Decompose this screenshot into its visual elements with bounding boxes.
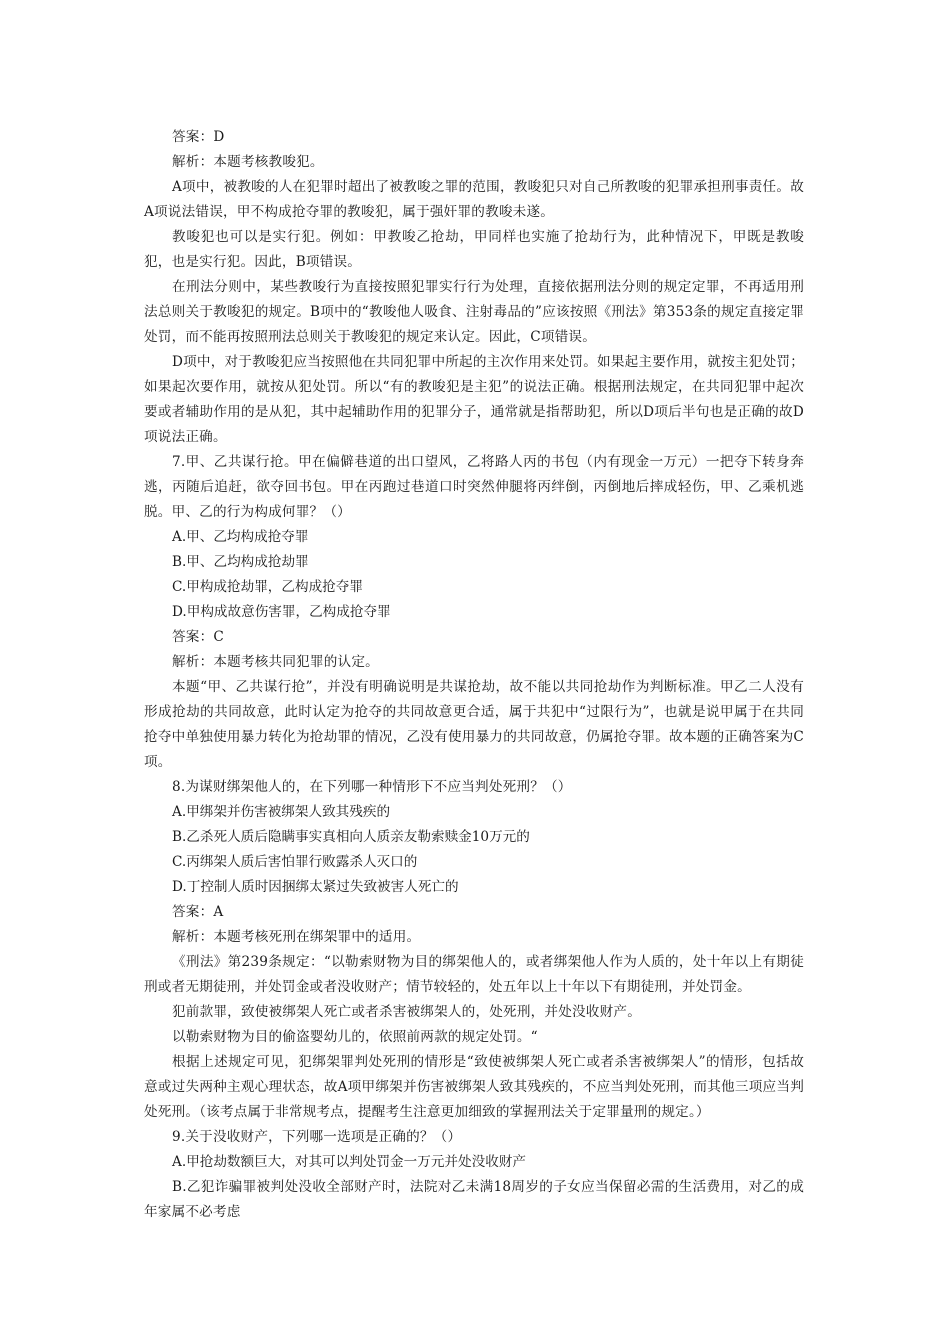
- answer-8: 答案：A: [172, 904, 224, 920]
- question-8-option-b: B.乙杀死人质后隐瞒事实真相向人质亲友勒索赎金10万元的: [172, 829, 530, 845]
- question-8: 8.为谋财绑架他人的，在下列哪一种情形下不应当判处死刑？（）: [172, 779, 572, 795]
- document-page: [144, 125, 804, 1225]
- question-9-option-a: A.甲抢劫数额巨大，对其可以判处罚金一万元并处没收财产: [172, 1154, 526, 1170]
- question-8-option-d: D.丁控制人质时因捆绑太紧过失致被害人死亡的: [172, 879, 459, 895]
- analysis-8-law-2: 犯前款罪，致使被绑架人死亡或者杀害被绑架人的，处死刑，并处没收财产。: [172, 1004, 641, 1020]
- analysis-6-c: 在刑法分则中，某些教唆行为直接按照犯罪实行行为处理，直接依据刑法分则的规定定罪，不再适用刑法总则关于教唆犯的规定。B项中的“教唆他人吸食、注射毒品的”应该按照《刑法》第353条的规定直接定罪处罚，而不能再按照刑法总则关于教唆犯的规定来认定。因此，C项错误。: [144, 279, 804, 345]
- analysis-6-a: A项中，被教唆的人在犯罪时超出了被教唆之罪的范围，教唆犯只对自己所教唆的犯罪承担刑事责任。故A项说法错误，甲不构成抢夺罪的教唆犯，属于强奸罪的教唆未遂。: [144, 179, 804, 220]
- analysis-8-conclusion: 根据上述规定可见，犯绑架罪判处死刑的情形是“致使被绑架人死亡或者杀害被绑架人”的情形，包括故意或过失两种主观心理状态，故A项甲绑架并伤害被绑架人致其残疾的，不应当判处死刑，而其他三项应当判处死刑。（该考点属于非常规考点，提醒考生注意更加细致的掌握刑法关于定罪量刑的规定。）: [144, 1054, 804, 1120]
- analysis-6-title: 解析：本题考核教唆犯。: [172, 154, 324, 170]
- question-7-option-b: B.甲、乙均构成抢劫罪: [172, 554, 309, 570]
- question-7: 7.甲、乙共谋行抢。甲在偏僻巷道的出口望风，乙将路人丙的书包（内有现金一万元）一把夺下转身奔逃，丙随后追赶，欲夺回书包。甲在丙跑过巷道口时突然伸腿将丙绊倒，丙倒地后摔成轻伤，甲、乙乘机逃脱。甲、乙的行为构成何罪？（）: [144, 454, 804, 520]
- analysis-6-b: 教唆犯也可以是实行犯。例如：甲教唆乙抢劫，甲同样也实施了抢劫行为，此种情况下，甲既是教唆犯，也是实行犯。因此，B项错误。: [144, 229, 804, 270]
- question-7-option-d: D.甲构成故意伤害罪，乙构成抢夺罪: [172, 604, 391, 620]
- analysis-7-title: 解析：本题考核共同犯罪的认定。: [172, 654, 379, 670]
- analysis-7-body: 本题“甲、乙共谋行抢”，并没有明确说明是共谋抢劫，故不能以共同抢劫作为判断标准。甲乙二人没有形成抢劫的共同故意，此时认定为抢夺的共同故意更合适，属于共犯中“过限行为”，也就是说甲属于在共同抢夺中单独使用暴力转化为抢劫罪的情况，乙没有使用暴力的共同故意，仍属抢夺罪。故本题的正确答案为C项。: [144, 679, 804, 770]
- analysis-8-law-3: 以勒索财物为目的偷盗婴幼儿的，依照前两款的规定处罚。“: [172, 1029, 538, 1045]
- question-9-option-b: B.乙犯诈骗罪被判处没收全部财产时，法院对乙未满18周岁的子女应当保留必需的生活费用，对乙的成年家属不必考虑: [144, 1179, 804, 1220]
- answer-6: 答案：D: [172, 129, 225, 145]
- analysis-6-d: D项中，对于教唆犯应当按照他在共同犯罪中所起的主次作用来处罚。如果起主要作用，就按主犯处罚；如果起次要作用，就按从犯处罚。所以“有的教唆犯是主犯”的说法正确。根据刑法规定，在共同犯罪中起次要或者辅助作用的是从犯，其中起辅助作用的犯罪分子，通常就是指帮助犯，所以D项后半句也是正确的故D项说法正确。: [144, 354, 804, 445]
- question-8-option-a: A.甲绑架并伤害被绑架人致其残疾的: [172, 804, 391, 820]
- question-7-option-c: C.甲构成抢劫罪，乙构成抢夺罪: [172, 579, 363, 595]
- question-9: 9.关于没收财产，下列哪一选项是正确的？（）: [172, 1129, 462, 1145]
- analysis-8-law-1: 《刑法》第239条规定：“以勒索财物为目的绑架他人的，或者绑架他人作为人质的，处十年以上有期徒刑或者无期徒刑，并处罚金或者没收财产；情节较轻的，处五年以上十年以下有期徒刑，并处罚金。: [144, 954, 804, 995]
- question-7-option-a: A.甲、乙均构成抢夺罪: [172, 529, 309, 545]
- question-8-option-c: C.丙绑架人质后害怕罪行败露杀人灭口的: [172, 854, 418, 870]
- analysis-8-title: 解析：本题考核死刑在绑架罪中的适用。: [172, 929, 421, 945]
- answer-7: 答案：C: [172, 629, 224, 645]
